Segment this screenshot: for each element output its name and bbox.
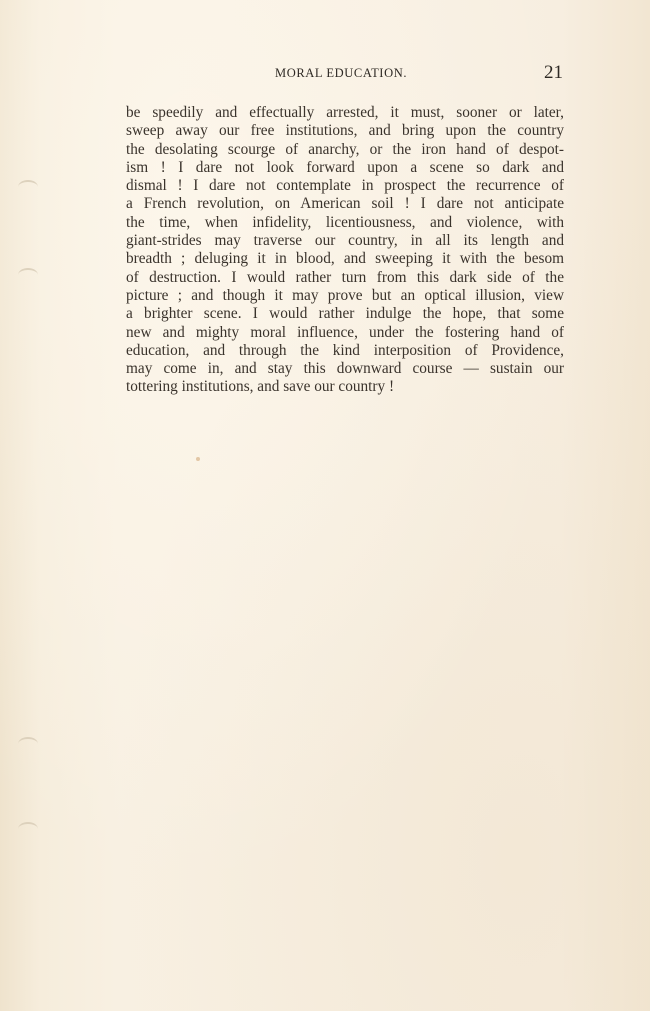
text-line: ism ! I dare not look forward upon a scene so dark and xyxy=(126,158,564,176)
text-line: giant-strides may traverse our country, in all its length and xyxy=(126,232,564,250)
text-line: a brighter scene. I would rather indulge the hope, that some xyxy=(126,305,564,323)
punch-hole-mark xyxy=(18,180,38,194)
page-number: 21 xyxy=(544,62,563,83)
text-line: tottering institutions, and save our country ! xyxy=(126,378,395,396)
punch-hole-mark xyxy=(18,737,38,751)
punch-hole-mark xyxy=(18,822,38,836)
body-paragraph xyxy=(126,104,564,397)
text-line: education, and through the kind interposition of Providence, xyxy=(126,341,564,359)
text-line: of destruction. I would rather turn from this dark side of the xyxy=(126,268,564,286)
text-line: may come in, and stay this downward course — sustain our xyxy=(126,360,564,378)
text-line: the time, when infidelity, licentiousness, and violence, with xyxy=(126,213,564,231)
text-line: new and mighty moral influence, under the fostering hand of xyxy=(126,323,564,341)
text-line: picture ; and though it may prove but an optical illusion, view xyxy=(126,286,564,304)
page-header xyxy=(125,62,565,84)
text-line: dismal ! I dare not contemplate in prospect the recurrence of xyxy=(126,177,564,195)
punch-hole-mark xyxy=(18,268,38,282)
text-line: breadth ; deluging it in blood, and sweeping it with the besom xyxy=(126,250,564,268)
text-line: sweep away our free institutions, and bring upon the country xyxy=(126,122,564,140)
paper-stain xyxy=(196,457,200,461)
text-line: a French revolution, on American soil ! I dare not anticipate xyxy=(126,195,564,213)
text-line: be speedily and effectually arrested, it must, sooner or later, xyxy=(126,104,564,121)
running-head: MORAL EDUCATION. xyxy=(275,66,408,80)
text-line: the desolating scourge of anarchy, or the iron hand of despot- xyxy=(126,140,564,158)
